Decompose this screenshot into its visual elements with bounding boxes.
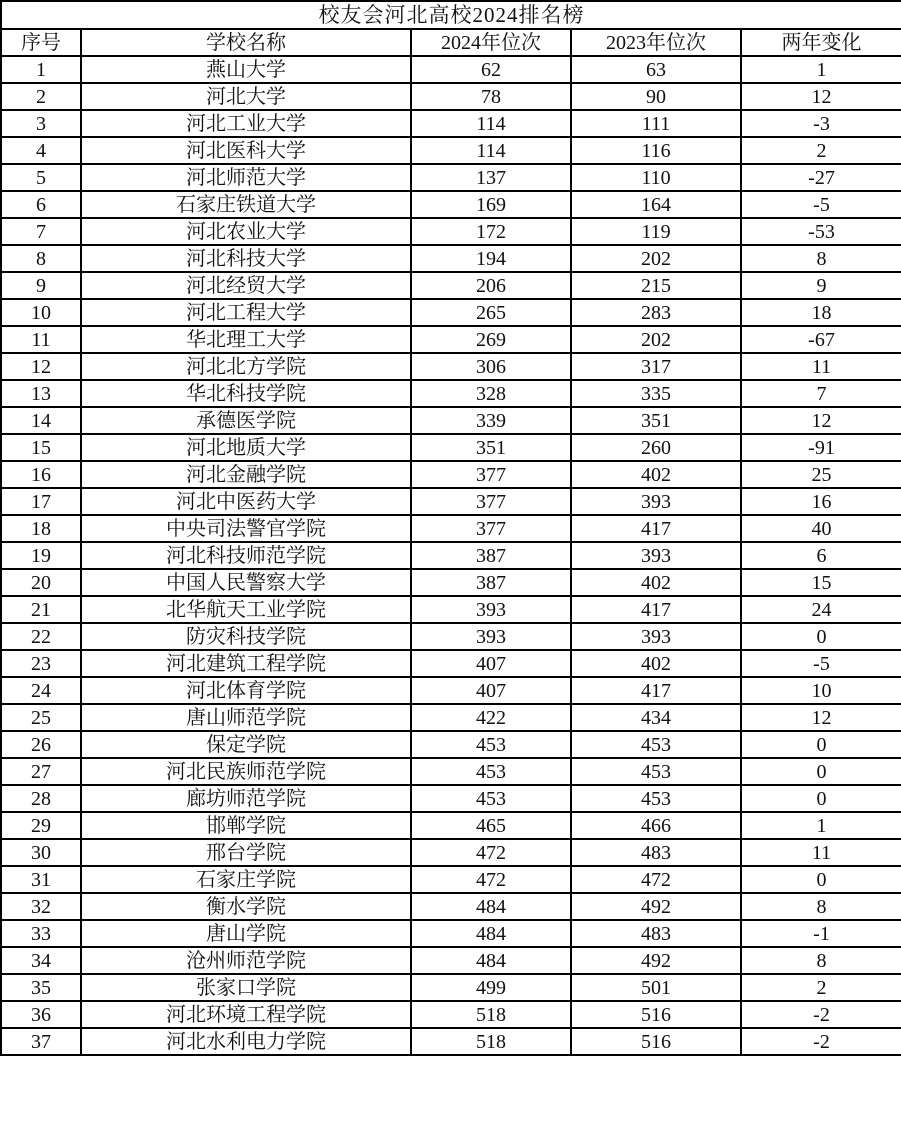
cell-index: 14 xyxy=(1,407,81,434)
cell-school-name: 河北民族师范学院 xyxy=(81,758,411,785)
cell-change: 2 xyxy=(741,137,901,164)
table-row xyxy=(1,83,901,110)
cell-rank-2024: 484 xyxy=(411,893,571,920)
cell-school-name: 华北科技学院 xyxy=(81,380,411,407)
cell-school-name: 承德医学院 xyxy=(81,407,411,434)
table-row xyxy=(1,623,901,650)
cell-index: 22 xyxy=(1,623,81,650)
cell-rank-2024: 393 xyxy=(411,596,571,623)
table-row xyxy=(1,974,901,1001)
cell-school-name: 邢台学院 xyxy=(81,839,411,866)
table-row xyxy=(1,353,901,380)
table-row xyxy=(1,191,901,218)
table-row xyxy=(1,434,901,461)
table-row xyxy=(1,893,901,920)
cell-change: 0 xyxy=(741,866,901,893)
cell-rank-2023: 453 xyxy=(571,731,741,758)
cell-school-name: 中央司法警官学院 xyxy=(81,515,411,542)
cell-index: 12 xyxy=(1,353,81,380)
cell-rank-2024: 265 xyxy=(411,299,571,326)
table-row xyxy=(1,218,901,245)
cell-rank-2023: 417 xyxy=(571,515,741,542)
cell-rank-2023: 402 xyxy=(571,569,741,596)
cell-rank-2023: 472 xyxy=(571,866,741,893)
cell-rank-2023: 402 xyxy=(571,650,741,677)
table-body xyxy=(1,56,901,1055)
cell-change: 25 xyxy=(741,461,901,488)
cell-change: 8 xyxy=(741,947,901,974)
cell-rank-2023: 516 xyxy=(571,1001,741,1028)
cell-index: 2 xyxy=(1,83,81,110)
cell-change: -67 xyxy=(741,326,901,353)
table-row xyxy=(1,380,901,407)
table-row xyxy=(1,461,901,488)
cell-rank-2023: 202 xyxy=(571,326,741,353)
cell-index: 5 xyxy=(1,164,81,191)
cell-change: 1 xyxy=(741,812,901,839)
cell-index: 35 xyxy=(1,974,81,1001)
table-row xyxy=(1,164,901,191)
cell-school-name: 河北医科大学 xyxy=(81,137,411,164)
cell-index: 24 xyxy=(1,677,81,704)
cell-rank-2023: 111 xyxy=(571,110,741,137)
cell-school-name: 石家庄学院 xyxy=(81,866,411,893)
cell-index: 32 xyxy=(1,893,81,920)
table-row xyxy=(1,785,901,812)
cell-change: -2 xyxy=(741,1001,901,1028)
cell-school-name: 防灾科技学院 xyxy=(81,623,411,650)
cell-rank-2023: 516 xyxy=(571,1028,741,1055)
cell-rank-2023: 417 xyxy=(571,596,741,623)
cell-rank-2024: 377 xyxy=(411,488,571,515)
cell-change: 0 xyxy=(741,731,901,758)
cell-rank-2024: 387 xyxy=(411,569,571,596)
column-header-rank-2023: 2023年位次 xyxy=(571,29,741,56)
cell-index: 37 xyxy=(1,1028,81,1055)
cell-rank-2023: 483 xyxy=(571,920,741,947)
cell-rank-2024: 465 xyxy=(411,812,571,839)
cell-rank-2024: 78 xyxy=(411,83,571,110)
cell-rank-2024: 351 xyxy=(411,434,571,461)
table-row xyxy=(1,299,901,326)
cell-rank-2023: 417 xyxy=(571,677,741,704)
cell-rank-2024: 422 xyxy=(411,704,571,731)
cell-rank-2024: 206 xyxy=(411,272,571,299)
cell-rank-2024: 393 xyxy=(411,623,571,650)
cell-school-name: 河北北方学院 xyxy=(81,353,411,380)
cell-change: -2 xyxy=(741,1028,901,1055)
cell-rank-2023: 110 xyxy=(571,164,741,191)
cell-index: 19 xyxy=(1,542,81,569)
cell-school-name: 衡水学院 xyxy=(81,893,411,920)
cell-index: 3 xyxy=(1,110,81,137)
cell-rank-2023: 260 xyxy=(571,434,741,461)
table-row xyxy=(1,731,901,758)
cell-rank-2024: 484 xyxy=(411,920,571,947)
cell-change: 24 xyxy=(741,596,901,623)
column-header-school-name: 学校名称 xyxy=(81,29,411,56)
table-row xyxy=(1,812,901,839)
table-row xyxy=(1,1028,901,1055)
cell-school-name: 唐山学院 xyxy=(81,920,411,947)
table-row xyxy=(1,704,901,731)
table-row xyxy=(1,407,901,434)
cell-index: 25 xyxy=(1,704,81,731)
cell-change: 11 xyxy=(741,353,901,380)
cell-change: -5 xyxy=(741,191,901,218)
cell-school-name: 邯郸学院 xyxy=(81,812,411,839)
cell-index: 34 xyxy=(1,947,81,974)
cell-change: 0 xyxy=(741,758,901,785)
cell-rank-2023: 483 xyxy=(571,839,741,866)
table-row xyxy=(1,1001,901,1028)
cell-index: 16 xyxy=(1,461,81,488)
cell-index: 10 xyxy=(1,299,81,326)
cell-rank-2024: 269 xyxy=(411,326,571,353)
cell-index: 15 xyxy=(1,434,81,461)
cell-school-name: 张家口学院 xyxy=(81,974,411,1001)
cell-change: 7 xyxy=(741,380,901,407)
cell-change: 0 xyxy=(741,623,901,650)
cell-school-name: 石家庄铁道大学 xyxy=(81,191,411,218)
cell-rank-2024: 518 xyxy=(411,1028,571,1055)
table-row xyxy=(1,758,901,785)
cell-change: -91 xyxy=(741,434,901,461)
table-row xyxy=(1,947,901,974)
cell-change: 15 xyxy=(741,569,901,596)
cell-index: 7 xyxy=(1,218,81,245)
cell-school-name: 沧州师范学院 xyxy=(81,947,411,974)
cell-rank-2024: 137 xyxy=(411,164,571,191)
cell-change: 10 xyxy=(741,677,901,704)
table-row xyxy=(1,839,901,866)
cell-index: 29 xyxy=(1,812,81,839)
cell-index: 11 xyxy=(1,326,81,353)
cell-school-name: 燕山大学 xyxy=(81,56,411,83)
table-row xyxy=(1,569,901,596)
cell-rank-2023: 393 xyxy=(571,488,741,515)
cell-index: 31 xyxy=(1,866,81,893)
cell-change: -53 xyxy=(741,218,901,245)
cell-change: 1 xyxy=(741,56,901,83)
cell-school-name: 河北经贸大学 xyxy=(81,272,411,299)
cell-change: 12 xyxy=(741,83,901,110)
table-row xyxy=(1,110,901,137)
cell-rank-2024: 407 xyxy=(411,650,571,677)
cell-change: 11 xyxy=(741,839,901,866)
cell-rank-2023: 119 xyxy=(571,218,741,245)
cell-school-name: 河北体育学院 xyxy=(81,677,411,704)
cell-rank-2023: 492 xyxy=(571,947,741,974)
table-row xyxy=(1,272,901,299)
cell-rank-2023: 393 xyxy=(571,623,741,650)
cell-change: -1 xyxy=(741,920,901,947)
cell-rank-2023: 164 xyxy=(571,191,741,218)
cell-rank-2023: 466 xyxy=(571,812,741,839)
table-row xyxy=(1,56,901,83)
table-row xyxy=(1,137,901,164)
cell-rank-2023: 116 xyxy=(571,137,741,164)
cell-index: 4 xyxy=(1,137,81,164)
cell-school-name: 河北环境工程学院 xyxy=(81,1001,411,1028)
cell-rank-2024: 169 xyxy=(411,191,571,218)
cell-index: 6 xyxy=(1,191,81,218)
cell-rank-2024: 453 xyxy=(411,731,571,758)
cell-rank-2023: 453 xyxy=(571,785,741,812)
cell-rank-2024: 306 xyxy=(411,353,571,380)
title-row xyxy=(1,1,901,29)
cell-index: 21 xyxy=(1,596,81,623)
cell-rank-2023: 90 xyxy=(571,83,741,110)
cell-index: 36 xyxy=(1,1001,81,1028)
cell-school-name: 北华航天工业学院 xyxy=(81,596,411,623)
cell-rank-2024: 472 xyxy=(411,866,571,893)
cell-rank-2023: 501 xyxy=(571,974,741,1001)
cell-index: 1 xyxy=(1,56,81,83)
cell-rank-2023: 283 xyxy=(571,299,741,326)
cell-school-name: 河北水利电力学院 xyxy=(81,1028,411,1055)
cell-index: 8 xyxy=(1,245,81,272)
cell-change: 18 xyxy=(741,299,901,326)
cell-change: -5 xyxy=(741,650,901,677)
cell-school-name: 保定学院 xyxy=(81,731,411,758)
cell-index: 23 xyxy=(1,650,81,677)
table-row xyxy=(1,488,901,515)
cell-change: 8 xyxy=(741,245,901,272)
cell-rank-2024: 172 xyxy=(411,218,571,245)
cell-rank-2023: 492 xyxy=(571,893,741,920)
cell-rank-2024: 472 xyxy=(411,839,571,866)
cell-rank-2024: 518 xyxy=(411,1001,571,1028)
cell-change: 2 xyxy=(741,974,901,1001)
cell-index: 13 xyxy=(1,380,81,407)
cell-rank-2024: 484 xyxy=(411,947,571,974)
table-row xyxy=(1,515,901,542)
cell-index: 33 xyxy=(1,920,81,947)
cell-school-name: 河北工业大学 xyxy=(81,110,411,137)
cell-rank-2024: 194 xyxy=(411,245,571,272)
cell-rank-2023: 215 xyxy=(571,272,741,299)
table-row xyxy=(1,677,901,704)
cell-index: 9 xyxy=(1,272,81,299)
cell-rank-2024: 453 xyxy=(411,758,571,785)
cell-school-name: 中国人民警察大学 xyxy=(81,569,411,596)
cell-school-name: 河北工程大学 xyxy=(81,299,411,326)
cell-school-name: 河北大学 xyxy=(81,83,411,110)
cell-rank-2023: 202 xyxy=(571,245,741,272)
cell-rank-2023: 63 xyxy=(571,56,741,83)
cell-rank-2023: 453 xyxy=(571,758,741,785)
cell-index: 17 xyxy=(1,488,81,515)
cell-rank-2024: 328 xyxy=(411,380,571,407)
cell-rank-2023: 351 xyxy=(571,407,741,434)
cell-school-name: 河北科技大学 xyxy=(81,245,411,272)
cell-index: 27 xyxy=(1,758,81,785)
cell-change: 12 xyxy=(741,407,901,434)
cell-index: 20 xyxy=(1,569,81,596)
table-row xyxy=(1,650,901,677)
cell-rank-2024: 339 xyxy=(411,407,571,434)
cell-school-name: 河北师范大学 xyxy=(81,164,411,191)
cell-rank-2023: 434 xyxy=(571,704,741,731)
table-row xyxy=(1,245,901,272)
cell-rank-2023: 393 xyxy=(571,542,741,569)
cell-school-name: 河北地质大学 xyxy=(81,434,411,461)
table-row xyxy=(1,596,901,623)
cell-rank-2024: 499 xyxy=(411,974,571,1001)
table-row xyxy=(1,920,901,947)
cell-school-name: 河北金融学院 xyxy=(81,461,411,488)
cell-school-name: 河北中医药大学 xyxy=(81,488,411,515)
cell-school-name: 河北建筑工程学院 xyxy=(81,650,411,677)
column-header-two-year-change: 两年变化 xyxy=(741,29,901,56)
cell-change: 9 xyxy=(741,272,901,299)
cell-rank-2024: 62 xyxy=(411,56,571,83)
cell-rank-2023: 335 xyxy=(571,380,741,407)
cell-rank-2023: 317 xyxy=(571,353,741,380)
cell-rank-2023: 402 xyxy=(571,461,741,488)
cell-rank-2024: 407 xyxy=(411,677,571,704)
cell-change: 40 xyxy=(741,515,901,542)
cell-change: -3 xyxy=(741,110,901,137)
column-header-index: 序号 xyxy=(1,29,81,56)
cell-index: 18 xyxy=(1,515,81,542)
cell-index: 26 xyxy=(1,731,81,758)
cell-school-name: 华北理工大学 xyxy=(81,326,411,353)
cell-school-name: 河北科技师范学院 xyxy=(81,542,411,569)
cell-index: 30 xyxy=(1,839,81,866)
cell-change: 6 xyxy=(741,542,901,569)
column-header-rank-2024: 2024年位次 xyxy=(411,29,571,56)
table-title: 校友会河北高校2024排名榜 xyxy=(1,1,901,29)
cell-rank-2024: 453 xyxy=(411,785,571,812)
table-row xyxy=(1,866,901,893)
header-row xyxy=(1,29,901,56)
table-row xyxy=(1,542,901,569)
table-row xyxy=(1,326,901,353)
cell-change: 0 xyxy=(741,785,901,812)
cell-rank-2024: 377 xyxy=(411,515,571,542)
cell-change: 8 xyxy=(741,893,901,920)
cell-rank-2024: 387 xyxy=(411,542,571,569)
cell-rank-2024: 114 xyxy=(411,110,571,137)
cell-change: -27 xyxy=(741,164,901,191)
cell-change: 16 xyxy=(741,488,901,515)
cell-rank-2024: 114 xyxy=(411,137,571,164)
cell-school-name: 廊坊师范学院 xyxy=(81,785,411,812)
cell-index: 28 xyxy=(1,785,81,812)
cell-change: 12 xyxy=(741,704,901,731)
cell-school-name: 唐山师范学院 xyxy=(81,704,411,731)
cell-school-name: 河北农业大学 xyxy=(81,218,411,245)
cell-rank-2024: 377 xyxy=(411,461,571,488)
